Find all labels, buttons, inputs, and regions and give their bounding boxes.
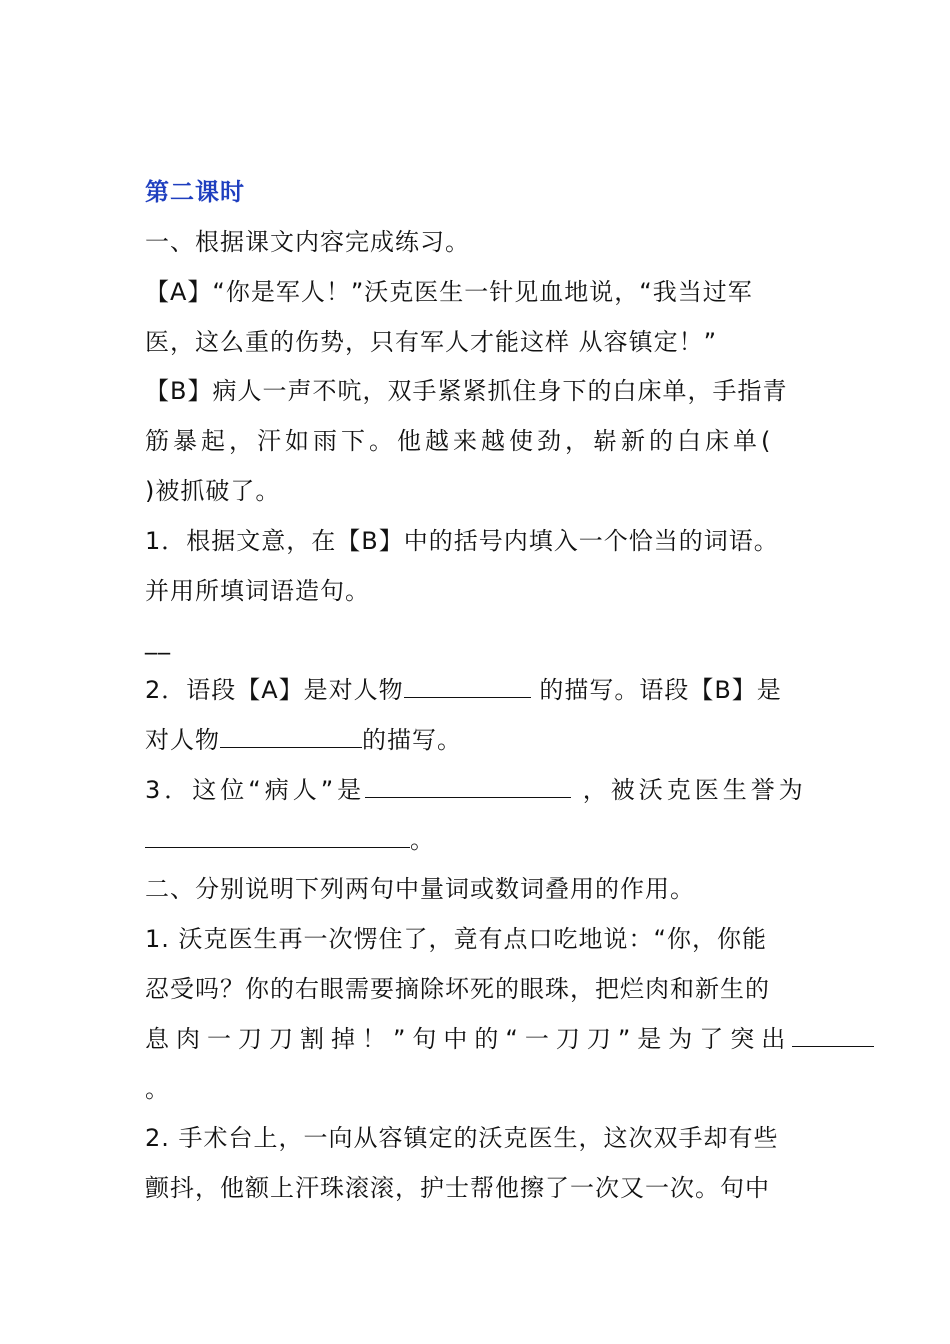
section1-heading: 一、根据课文内容完成练习。: [145, 228, 470, 256]
s2-question-1-prompt: 息肉一刀刀割掉！”句中的“一刀刀”是为了突出: [145, 1025, 793, 1053]
question-2-prompt-c: 对人物: [145, 726, 220, 754]
s2-question-1-line-1: 1. 沃克医生再一次愣住了，竟有点口吃地说：“你，你能: [145, 925, 767, 953]
question-2-line-1: [145, 675, 782, 705]
passage-b-line-1: 【B】病人一声不吭，双手紧紧抓住身下的白床单，手指青: [145, 377, 788, 405]
question-2-prompt-d: 的描写。: [362, 726, 462, 754]
answer-blank[interactable]: [365, 775, 571, 798]
question-2-prompt-a: 2．语段【A】是对人物: [145, 676, 404, 704]
answer-blank[interactable]: [404, 675, 531, 698]
answer-blank[interactable]: [145, 825, 410, 848]
question-1-answer-blank: __: [145, 627, 171, 655]
answer-blank[interactable]: [792, 1024, 874, 1047]
passage-b-line-3: )被抓破了。: [145, 477, 281, 505]
s2-question-1-line-3: [145, 1024, 874, 1054]
passage-a-line-2: 医，这么重的伤势，只有军人才能这样 从容镇定！”: [145, 328, 718, 356]
question-1-line-2: 并用所填词语造句。: [145, 577, 370, 605]
section2-heading: 二、分别说明下列两句中量词或数词叠用的作用。: [145, 875, 695, 903]
answer-blank[interactable]: [220, 725, 362, 748]
lesson-title: 第二课时: [145, 178, 245, 206]
passage-a-line-1: 【A】“你是军人！”沃克医生一针见血地说，“我当过军: [145, 278, 753, 306]
question-3-prompt-a: 3．这位“病人”是: [145, 776, 366, 804]
s2-question-1-line-4: 。: [145, 1075, 170, 1103]
s2-question-1-line-2: 忍受吗？你的右眼需要摘除坏死的眼珠，把烂肉和新生的: [145, 975, 770, 1003]
s2-question-2-line-2: 颤抖，他额上汗珠滚滚，护士帮他擦了一次又一次。句中: [145, 1174, 770, 1202]
question-3-line-1: [145, 775, 807, 805]
question-3-end: 。: [410, 826, 435, 854]
question-3-line-2: [145, 825, 435, 855]
question-2-line-2: [145, 725, 462, 755]
question-2-prompt-b: 的描写。语段【B】是: [530, 676, 782, 704]
passage-b-line-2: 筋暴起，汗如雨下。他越来越使劲，崭新的白床单(: [145, 427, 775, 455]
question-1-line-1: 1．根据文意，在【B】中的括号内填入一个恰当的词语。: [145, 527, 779, 555]
s2-question-2-line-1: 2. 手术台上，一向从容镇定的沃克医生，这次双手却有些: [145, 1124, 779, 1152]
question-3-prompt-b: ，被沃克医生誉为: [571, 776, 807, 804]
